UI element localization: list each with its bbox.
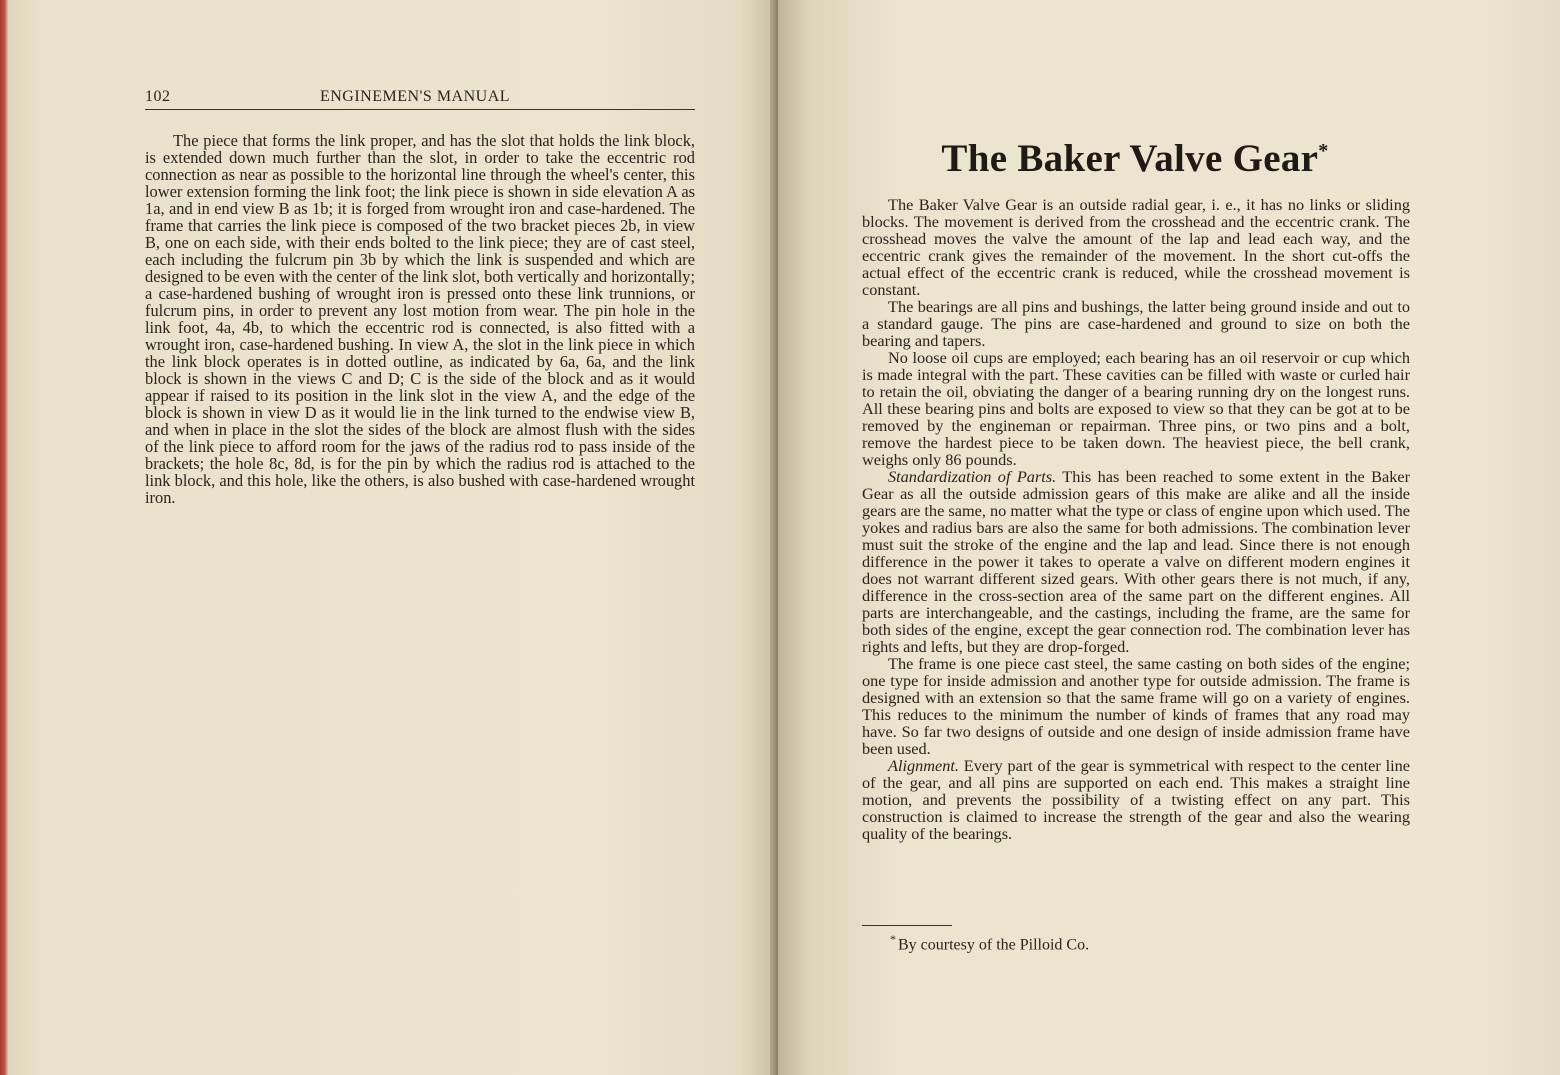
paragraph [862, 757, 1410, 842]
footnote-mark: * [890, 932, 896, 946]
left-page-paragraph: The piece that forms the link proper, and has the slot that holds the link block, is extended down much further than the slot, in order to take the eccentric rod connection as near as possible to the horizontal line through the wheel's center, this lower extension forming the link foot; the link piece is shown in side elevation A as 1a, and in end view B as 1b; it is forged from wrought iron and case-hardened. The frame that carries the link piece is composed of the two bracket pieces 2b, in view B, one on each side, with their ends bolted to the link piece; they are of cast steel, each including the fulcrum pin 3b by which the link is suspended and which are designed to be even with the center of the link slot, both vertically and horizontally; a case-hardened bushing of wrought iron is pressed onto these link trunnions, or fulcrum pins, in order to prevent any lost motion from wear. The pin hole in the link foot, 4a, 4b, to which the eccentric rod is connected, is also fitted with a wrought iron, case-hardened bushing. In view A, the slot in the link piece in which the link block operates is in dotted outline, as indicated by 6a, 6a, and the link block is shown in the views C and D; C is the side of the block and as it would appear if raised to its position in the link slot in the view A, and the edge of the block is shown in view D as it would lie in the link turned to the endwise view B, and when in place in the slot the sides of the block are almost flush with the sides of the link piece to afford room for the jaws of the radius rod to pass inside of the brackets; the hole 8c, 8d, is for the pin by which the radius rod is attached to the link block, and this hole, like the others, is also bushed with case-hardened wrought iron. [145, 131, 695, 507]
footnote-text: By courtesy of the Pilloid Co. [898, 936, 1090, 954]
running-head-title: ENGINEMEN'S MANUAL [319, 88, 511, 105]
left-page [0, 0, 778, 1075]
paragraph [862, 298, 1410, 349]
paragraph [862, 349, 1410, 468]
chapter-title-footnote-mark: * [1318, 140, 1329, 162]
chapter-title [860, 136, 1410, 181]
footnote [890, 932, 1089, 954]
paragraph-text: The frame is one piece cast steel, the same casting on both sides of the engine; one type for inside admission and another type for outside admission. The frame is designed with an extension so that the same frame will go on a variety of engines. This reduces to the minimum the number of kinds of frames that any road may have. So far two designs of outside and one design of inside admission frame have been used. [862, 654, 1410, 758]
right-page-body [862, 196, 1410, 842]
chapter-title-text: The Baker Valve Gear [941, 137, 1319, 180]
paragraph [862, 468, 1410, 655]
paragraph-text: No loose oil cups are employed; each bearing has an oil reservoir or cup which is made integral with the part. These cavities can be filled with waste or curled hair to retain the oil, obviating the danger of a bearing running dry on the longest runs. All these bearing pins and bolts are exposed to view so that they can be got at to be removed by the engineman or repairman. Three pins, or two pins and a bolt, remove the hardest piece to be taken down. The heaviest piece, the bell crank, weighs only 86 pounds. [862, 348, 1410, 469]
page-number: 102 [145, 88, 171, 105]
running-head [145, 88, 695, 110]
page-edge [0, 0, 8, 1075]
paragraph-text: The bearings are all pins and bushings, the latter being ground inside and out to a standard gauge. The pins are case-hardened and ground to size on both the bearing and tapers. [862, 297, 1410, 350]
footnote-rule [862, 925, 952, 926]
paragraph [862, 655, 1410, 757]
paragraph-lead: Standardization of Parts. [888, 467, 1057, 486]
paragraph-text: The Baker Valve Gear is an outside radial gear, i. e., it has no links or sliding blocks. The movement is derived from the crosshead and the eccentric crank. The crosshead moves the valve the amount of the lap and lead each way, and the eccentric crank gives the remainder of the movement. In the short cut-offs the actual effect of the eccentric crank is reduced, while the crosshead movement is constant. [862, 195, 1410, 299]
paragraph-text: Every part of the gear is symmetrical with respect to the center line of the gear, and all pins are supported on each end. This makes a straight line motion, and prevents the possibility of a twisting effect on any part. This construction is claimed to increase the strength of the gear and also the wearing quality of the bearings. [862, 756, 1410, 843]
paragraph [862, 196, 1410, 298]
paragraph-text: This has been reached to some extent in the Baker Gear as all the outside admission gears of this make are alike and all the inside gears are the same, no matter what the type or class of engine upon which used. The yokes and radius bars are also the same for both admissions. The combination lever must suit the stroke of the engine and the lap and lead. Since there is not enough difference in the power it takes to operate a valve on different modern engines it does not warrant different sized gears. With other gears there is not much, if any, difference in the cross-section area of the same part on the different engines. All parts are interchangeable, and the castings, including the frame, are the same for both sides of the engine, except the gear connection rod. The combination lever has rights and lefts, but they are drop-forged. [862, 467, 1410, 656]
paragraph-lead: Alignment. [888, 756, 959, 775]
